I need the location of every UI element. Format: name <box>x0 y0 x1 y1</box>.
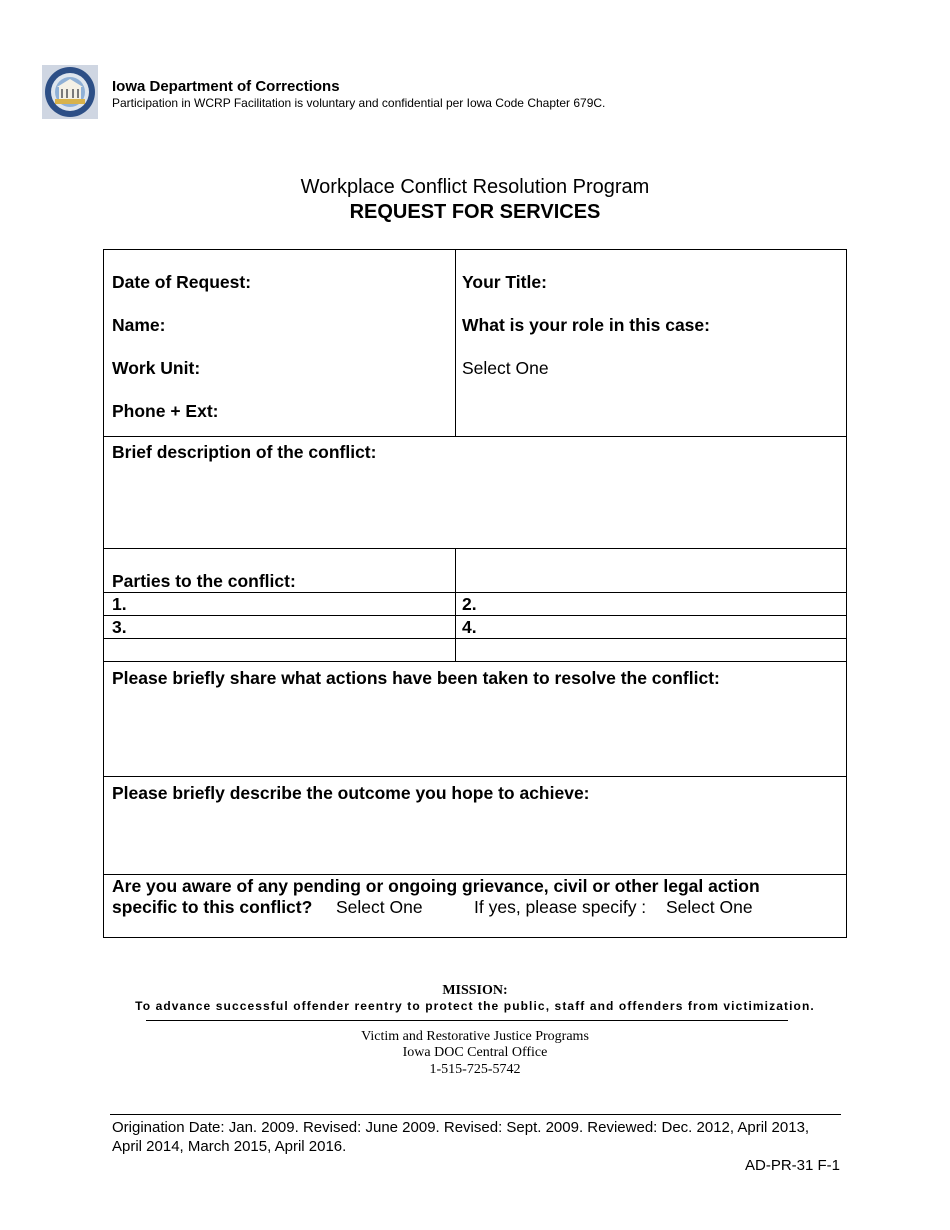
divider <box>104 776 846 777</box>
conflict-description-field[interactable]: Brief description of the conflict: <box>112 442 377 462</box>
revision-history: Origination Date: Jan. 2009. Revised: June 2009. Revised: Sept. 2009. Reviewed: Dec. 2012, April 2013, April 2014, March 2015, April 2016. <box>112 1119 810 1155</box>
form-code: AD-PR-31 F-1 <box>745 1157 841 1174</box>
request-form <box>103 249 847 938</box>
your-title-field[interactable]: Your Title: <box>462 272 547 292</box>
desired-outcome-field[interactable]: Please briefly describe the outcome you hope to achieve: <box>112 783 590 803</box>
divider <box>104 661 846 662</box>
divider <box>455 250 456 436</box>
footer-divider <box>110 1114 841 1115</box>
divider <box>104 592 846 593</box>
divider <box>455 548 456 661</box>
party-4-field[interactable]: 4. <box>462 617 477 637</box>
divider <box>104 638 846 639</box>
party-3-field[interactable]: 3. <box>112 617 127 637</box>
parties-label: Parties to the conflict: <box>112 571 296 591</box>
name-field[interactable]: Name: <box>112 315 166 335</box>
specify-select[interactable]: Select One <box>666 897 753 917</box>
role-label: What is your role in this case: <box>462 315 710 335</box>
date-of-request-field[interactable]: Date of Request: <box>112 272 252 292</box>
office-location: Iowa DOC Central Office <box>402 1045 548 1060</box>
confidentiality-notice: Participation in WCRP Facilitation is voluntary and confidential per Iowa Code Chapter 679C. <box>112 96 606 110</box>
party-1-field[interactable]: 1. <box>112 594 127 614</box>
agency-seal <box>42 65 98 119</box>
agency-name: Iowa Department of Corrections <box>112 78 340 95</box>
legal-action-select[interactable]: Select One <box>336 897 423 917</box>
mission-divider <box>146 1020 788 1021</box>
role-select[interactable]: Select One <box>462 358 549 378</box>
actions-taken-field[interactable]: Please briefly share what actions have been taken to resolve the conflict: <box>112 668 720 688</box>
mission-heading: MISSION: <box>442 983 508 998</box>
phone-ext-field[interactable]: Phone + Ext: <box>112 401 219 421</box>
divider <box>104 548 846 549</box>
divider <box>104 874 846 875</box>
seal-icon <box>42 65 98 119</box>
office-program: Victim and Restorative Justice Programs <box>361 1029 589 1044</box>
form-title: REQUEST FOR SERVICES <box>349 201 601 223</box>
legal-action-question-cont: specific to this conflict? <box>112 897 313 917</box>
work-unit-field[interactable]: Work Unit: <box>112 358 201 378</box>
program-title: Workplace Conflict Resolution Program <box>300 176 650 198</box>
party-2-field[interactable]: 2. <box>462 594 477 614</box>
office-phone: 1-515-725-5742 <box>429 1062 521 1077</box>
legal-action-question: Are you aware of any pending or ongoing grievance, civil or other legal action <box>112 876 760 896</box>
divider <box>104 436 846 437</box>
specify-label: If yes, please specify : <box>474 897 647 917</box>
mission-statement: To advance successful offender reentry to protect the public, staff and offenders from victimization. <box>135 999 815 1013</box>
divider <box>104 615 846 616</box>
